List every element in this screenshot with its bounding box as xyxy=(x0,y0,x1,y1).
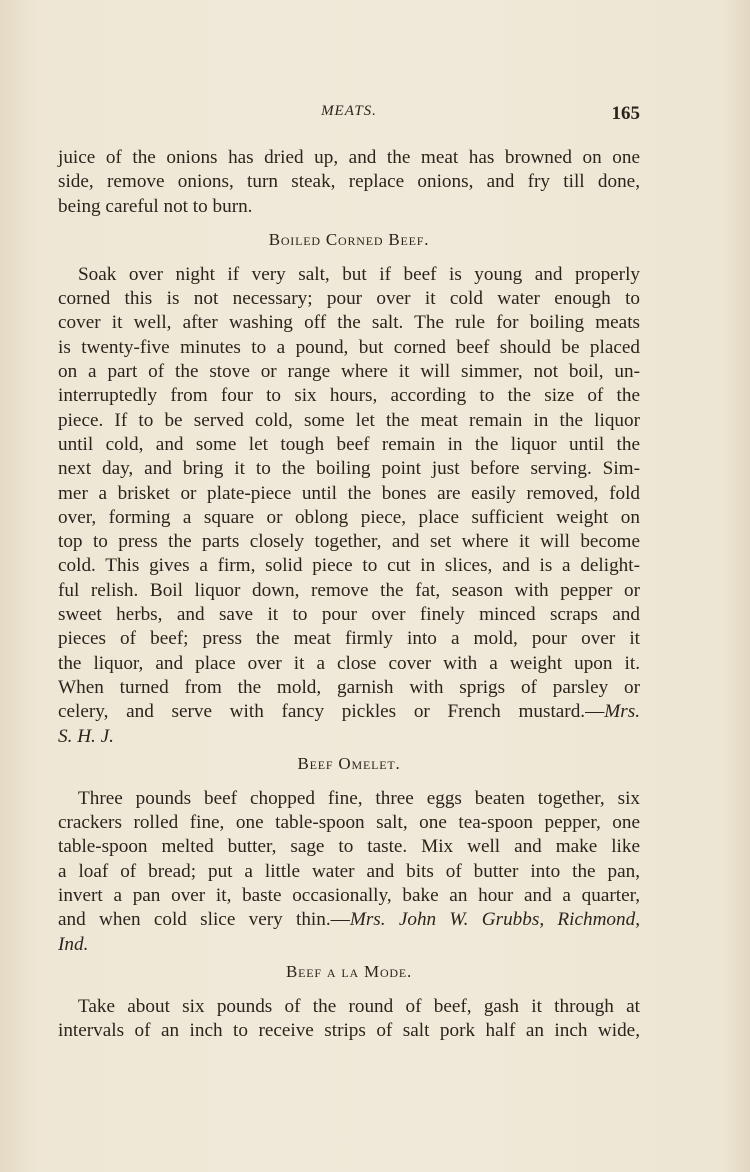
paragraph-continued xyxy=(58,146,640,219)
text-line: until cold, and some let tough beef remain in the liquor until the xyxy=(58,433,640,455)
text-line: interruptedly from four to six hours, according to the size of the xyxy=(58,385,640,407)
attribution: Mrs. John W. Grubbs, Richmond, xyxy=(349,909,640,931)
text-line: sweet herbs, and save it to pour over finely minced scraps and xyxy=(58,604,640,626)
text-line: over, forming a square or oblong piece, place sufficient weight on xyxy=(58,506,640,528)
page-header xyxy=(58,103,640,129)
text-line: piece. If to be served cold, some let the meat remain in the liquor xyxy=(58,409,640,431)
text-line: juice of the onions has dried up, and the meat has browned on one xyxy=(58,147,640,168)
text-line: invert a pan over it, baste occasionally, bake an hour and a quarter, xyxy=(58,885,640,907)
text-line xyxy=(58,908,640,932)
text-line: a loaf of bread; put a little water and bits of butter into the pan, xyxy=(58,860,640,882)
page-number: 165 xyxy=(611,103,640,124)
attribution: Mrs. xyxy=(604,701,640,723)
text-line: When turned from the mold, garnish with sprigs of parsley or xyxy=(58,676,640,698)
text-line: next day, and bring it to the boiling point just before serving. Sim- xyxy=(58,458,640,480)
text-line: top to press the parts closely together, and set where it will become xyxy=(58,531,640,553)
text-segment: and when cold slice very thin.— xyxy=(58,909,350,931)
text-line: ful relish. Boil liquor down, remove the fat, season with pepper or xyxy=(58,579,640,601)
text-line: side, remove onions, turn steak, replace onions, and fry till done, xyxy=(58,171,640,193)
text-line: is twenty-five minutes to a pound, but corned beef should be placed xyxy=(58,336,640,358)
text-line: intervals of an inch to receive strips of salt pork half an inch wide, xyxy=(58,1020,640,1042)
text-line: being careful not to burn. xyxy=(58,195,253,217)
text-line: Three pounds beef chopped fine, three eggs beaten together, six xyxy=(78,787,640,809)
text-line: on a part of the stove or range where it will simmer, not boil, un- xyxy=(58,361,640,383)
text-line: Take about six pounds of the round of beef, gash it through at xyxy=(78,995,640,1017)
attribution: S. H. J. xyxy=(58,725,114,747)
text-line: crackers rolled fine, one table-spoon salt, one tea-spoon pepper, one xyxy=(58,812,640,834)
page-text xyxy=(58,146,640,1044)
text-line xyxy=(58,700,640,724)
recipe-body-beef-a-la-mode xyxy=(58,995,640,1044)
text-line: the liquor, and place over it a close cover with a weight upon it. xyxy=(58,652,640,674)
running-head: MEATS. xyxy=(321,103,377,119)
recipe-heading-beef-a-la-mode: Beef a la Mode. xyxy=(285,961,413,981)
text-line: cover it well, after washing off the salt. The rule for boiling meats xyxy=(58,312,640,334)
attribution: Ind. xyxy=(58,933,89,955)
recipe-heading-beef-omelet: Beef Omelet. xyxy=(297,753,401,773)
text-line: cold. This gives a firm, solid piece to cut in slices, and is a delight- xyxy=(58,555,640,577)
recipe-body-beef-omelet xyxy=(58,787,640,957)
text-segment: celery, and serve with fancy pickles or French mustard.— xyxy=(58,701,605,723)
text-line: Soak over night if very salt, but if beef is young and properly xyxy=(78,263,640,285)
text-line: pieces of beef; press the meat firmly into a mold, pour over it xyxy=(58,628,640,650)
text-line: mer a brisket or plate-piece until the bones are easily removed, fold xyxy=(58,482,640,504)
recipe-heading-boiled-corned-beef: Boiled Corned Beef. xyxy=(268,229,430,249)
recipe-body-boiled-corned-beef xyxy=(58,263,640,749)
text-line: table-spoon melted butter, sage to taste. Mix well and make like xyxy=(58,836,640,858)
text-line: corned this is not necessary; pour over it cold water enough to xyxy=(58,288,640,310)
